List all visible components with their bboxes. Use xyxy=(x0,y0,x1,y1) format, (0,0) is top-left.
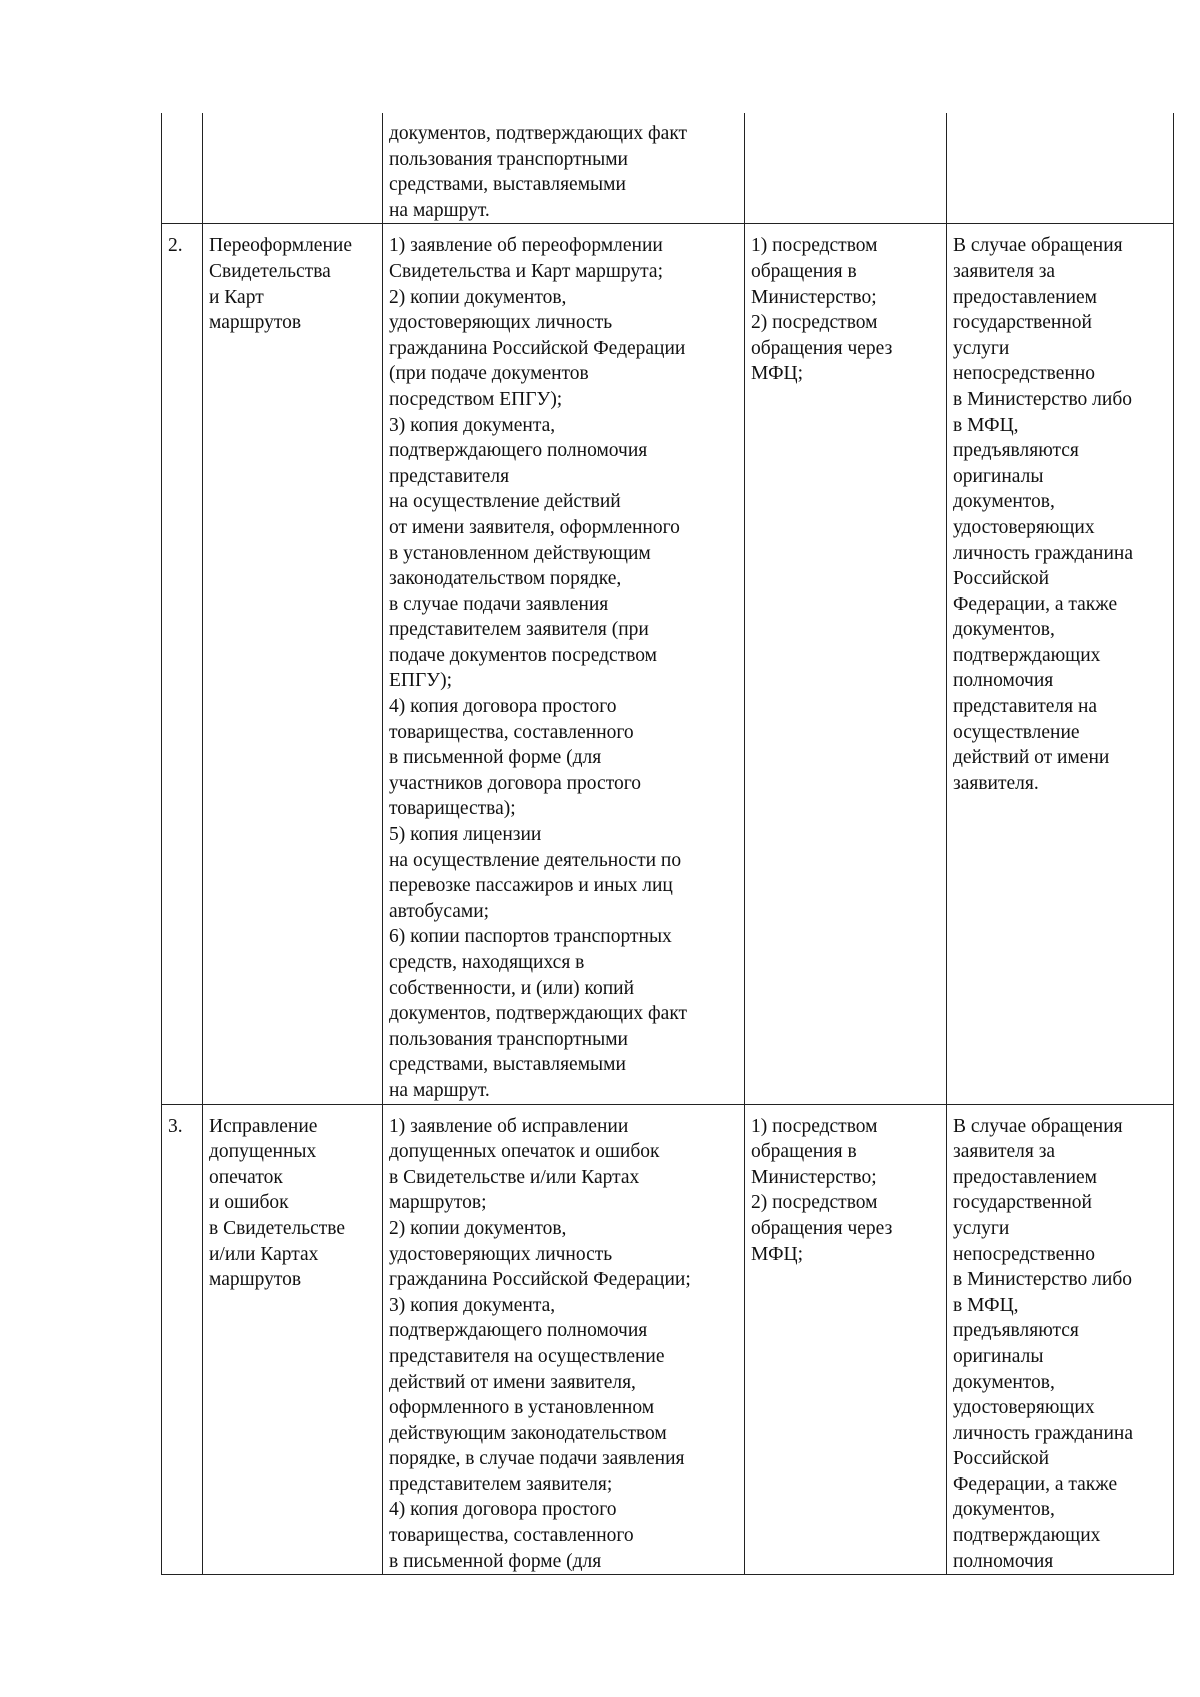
cell-number: 2. xyxy=(162,224,203,1104)
cell-note: В случае обращения заявителя за предоставлением государственной услуги непосредственно в Министерство либо в МФЦ, предъявляются оригиналы документов, удостоверяющих личность гражданина Российской Федерации, а также документов, подтверждающих полномочия представителя на осуществление действий от имени заявителя. xyxy=(947,224,1174,1104)
cell-number xyxy=(162,113,203,224)
cell-documents: 1) заявление об переоформлении Свидетельства и Карт маршрута; 2) копии документов, удостоверяющих личность гражданина Российской Федерации (при подаче документов посредством ЕПГУ); 3) копия документа, подтверждающего полномочия представителя на осуществление действий от имени заявителя, оформленного в установленном действующим законодательством порядке, в случае подачи заявления представителем заявителя (при подаче документов посредством ЕПГУ); 4) копия договора простого товарищества, составленного в письменной форме (для участников договора простого товарищества); 5) копия лицензии на осуществление деятельности по перевозке пассажиров и иных лиц автобусами; 6) копии паспортов транспортных средств, находящихся в собственности, и (или) копий документов, подтверждающих факт пользования транспортными средствами, выставляемыми на маршрут. xyxy=(383,224,745,1104)
cell-documents: документов, подтверждающих факт пользования транспортными средствами, выставляемыми на маршрут. xyxy=(383,113,745,224)
cell-submission-method: 1) посредством обращения в Министерство; 2) посредством обращения через МФЦ; xyxy=(745,224,947,1104)
table-row-3 xyxy=(162,1104,1174,1575)
cell-service-name: Исправление допущенных опечаток и ошибок в Свидетельстве и/или Картах маршрутов xyxy=(203,1104,383,1575)
cell-service-name xyxy=(203,113,383,224)
cell-note: В случае обращения заявителя за предоставлением государственной услуги непосредственно в Министерство либо в МФЦ, предъявляются оригиналы документов, удостоверяющих личность гражданина Российской Федерации, а также документов, подтверждающих полномочия xyxy=(947,1104,1174,1575)
services-table xyxy=(161,113,1174,1575)
table-row-2 xyxy=(162,224,1174,1104)
cell-note xyxy=(947,113,1174,224)
cell-documents: 1) заявление об исправлении допущенных опечаток и ошибок в Свидетельстве и/или Картах маршрутов; 2) копии документов, удостоверяющих личность гражданина Российской Федерации; 3) копия документа, подтверждающего полномочия представителя на осуществление действий от имени заявителя, оформленного в установленном действующим законодательством порядке, в случае подачи заявления представителем заявителя; 4) копия договора простого товарищества, составленного в письменной форме (для xyxy=(383,1104,745,1575)
cell-service-name: Переоформление Свидетельства и Карт маршрутов xyxy=(203,224,383,1104)
cell-submission-method: 1) посредством обращения в Министерство; 2) посредством обращения через МФЦ; xyxy=(745,1104,947,1575)
cell-number: 3. xyxy=(162,1104,203,1575)
table-row-continuation xyxy=(162,113,1174,224)
cell-submission-method xyxy=(745,113,947,224)
